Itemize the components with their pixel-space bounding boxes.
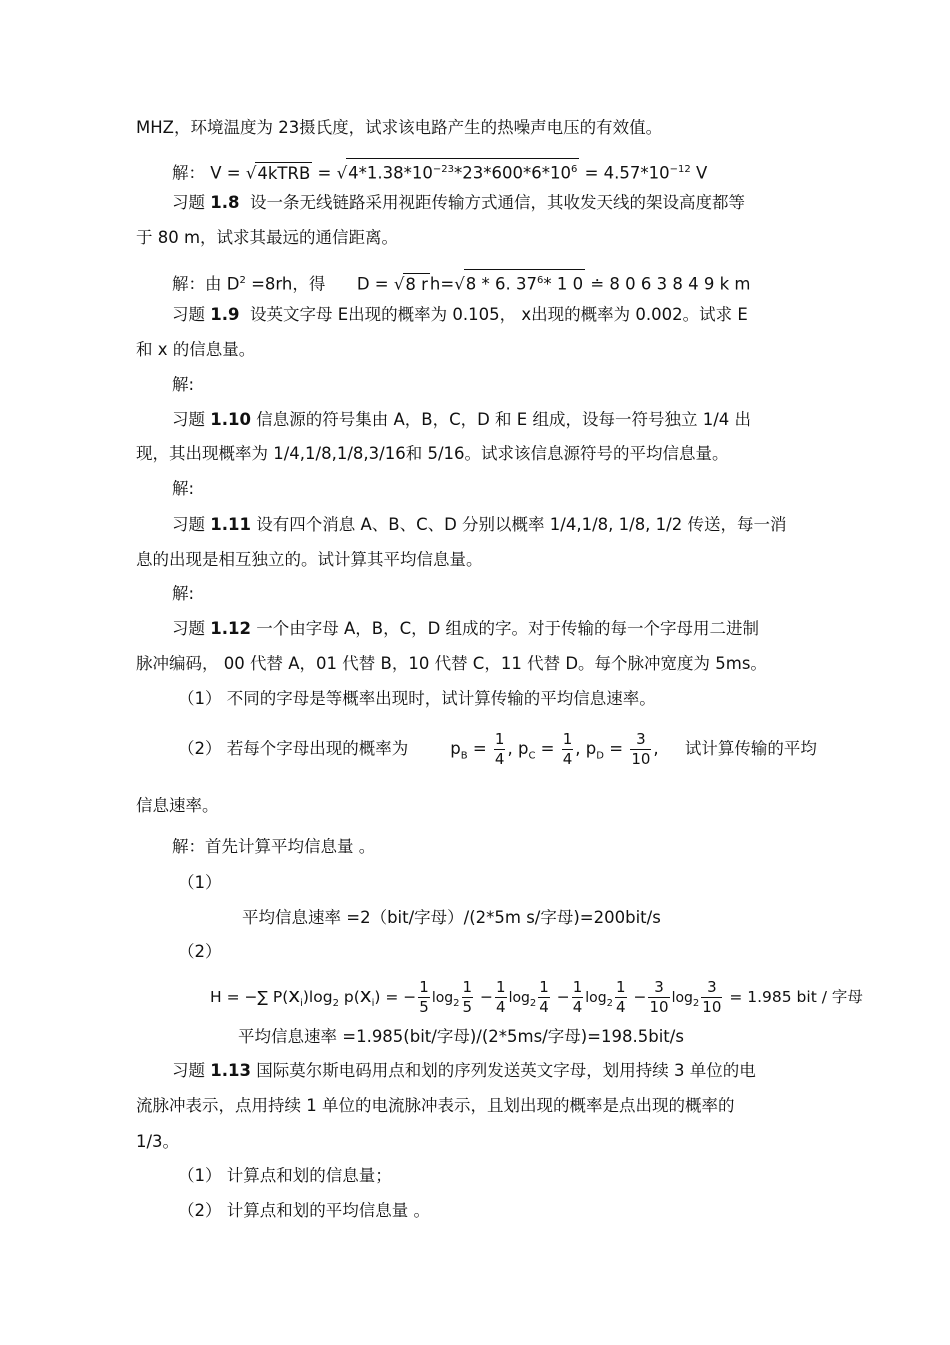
text-line: 现，其出现概率为 1/4,1/8,1/8,3/16和 5/16。试求该信息源符号的平均信息量。	[136, 444, 729, 463]
entropy-formula: H = −∑ $P(x_i)\log_2$ $p(x_i)$ = − $\frac{1}{5}$ $\log_2$ $\frac{1}{5}$ − $\frac{1}{4}$ $\log_2$ $\frac{1}{4}$ − $\frac{1}{4}$ $\log_2$ $\frac{1}{4}$ − $\frac{3}{10}$ $\log_2$ $\frac{3}{10}$ = 1.985 bit / 字母	[210, 978, 863, 1016]
problem-1-9: 习题 1.9 设英文字母 E出现的概率为 0.105， x出现的概率为 0.002。试求 E	[172, 305, 748, 324]
solution-label: 解:	[172, 479, 195, 498]
text-line: 1/3。	[136, 1132, 180, 1151]
solution-label: 解:	[172, 584, 195, 603]
question-2: （2） 若每个字母出现的概率为 $p_B$ = $\frac{1}{4}$ , $p_C$ = $\frac{1}{4}$ , $p_D$ = $\frac{3}{10}$ , 试计算传输的平均	[178, 730, 817, 768]
solution-part-1: （1）	[178, 873, 222, 892]
problem-1-10: 习题 1.10 信息源的符号集由 A，B，C，D 和 E 组成，设每一符号独立 1/4 出	[172, 410, 752, 429]
problem-1-13: 习题 1.13 国际莫尔斯电码用点和划的序列发送英文字母，划用持续 3 单位的电	[172, 1061, 756, 1080]
solution-part-2: （2）	[178, 942, 222, 961]
rate-result-2: 平均信息速率 =1.985(bit/字母)/(2*5ms/字母)=198.5bit/s	[238, 1027, 684, 1046]
solution-thermal-noise: 解： V = √4kTRB = $√4*1.38*10^{-23}*23*600*6*10^6 = 4.57*10^{-12}$ V	[172, 158, 707, 185]
question-1: （1） 不同的字母是等概率出现时，试计算传输的平均信息速率。	[178, 689, 656, 708]
question-2: （2） 计算点和划的平均信息量 。	[178, 1201, 430, 1220]
problem-1-11: 习题 1.11 设有四个消息 A、B、C、D 分别以概率 1/4,1/8, 1/8, 1/2 传送，每一消	[172, 515, 787, 534]
text-line: 流脉冲表示，点用持续 1 单位的电流脉冲表示，且划出现的概率是点出现的概率的	[136, 1096, 735, 1115]
text-line: MHZ，环境温度为 23摄氏度，试求该电路产生的热噪声电压的有效值。	[136, 118, 663, 137]
problem-1-12: 习题 1.12 一个由字母 A，B，C，D 组成的字。对于传输的每一个字母用二进制	[172, 619, 760, 638]
question-1: （1） 计算点和划的信息量；	[178, 1166, 392, 1185]
rate-result-1: 平均信息速率 =2（bit/字母）/(2*5m s/字母)=200bit/s	[242, 908, 661, 927]
text-line: 信息速率。	[136, 796, 219, 815]
problem-1-8: 习题 1.8 设一条无线链路采用视距传输方式通信，其收发天线的架设高度都等	[172, 193, 745, 212]
text-line: 于 80 m，试求其最远的通信距离。	[136, 228, 399, 247]
solution-1-8: 解：由 $D^2 =8rh$，得 D = √8 r h=√8 * 6. $37^6*$ 1 0 ≐ 8 0 6 3 8 4 9 k m	[172, 269, 751, 296]
text-line: 息的出现是相互独立的。试计算其平均信息量。	[136, 550, 483, 569]
solution-label: 解:	[172, 375, 195, 394]
text-line: 和 x 的信息量。	[136, 340, 256, 359]
solution-1-12: 解：首先计算平均信息量 。	[172, 837, 376, 856]
text-line: 脉冲编码， 00 代替 A，01 代替 B，10 代替 C，11 代替 D。每个脉冲宽度为 5ms。	[136, 654, 767, 673]
